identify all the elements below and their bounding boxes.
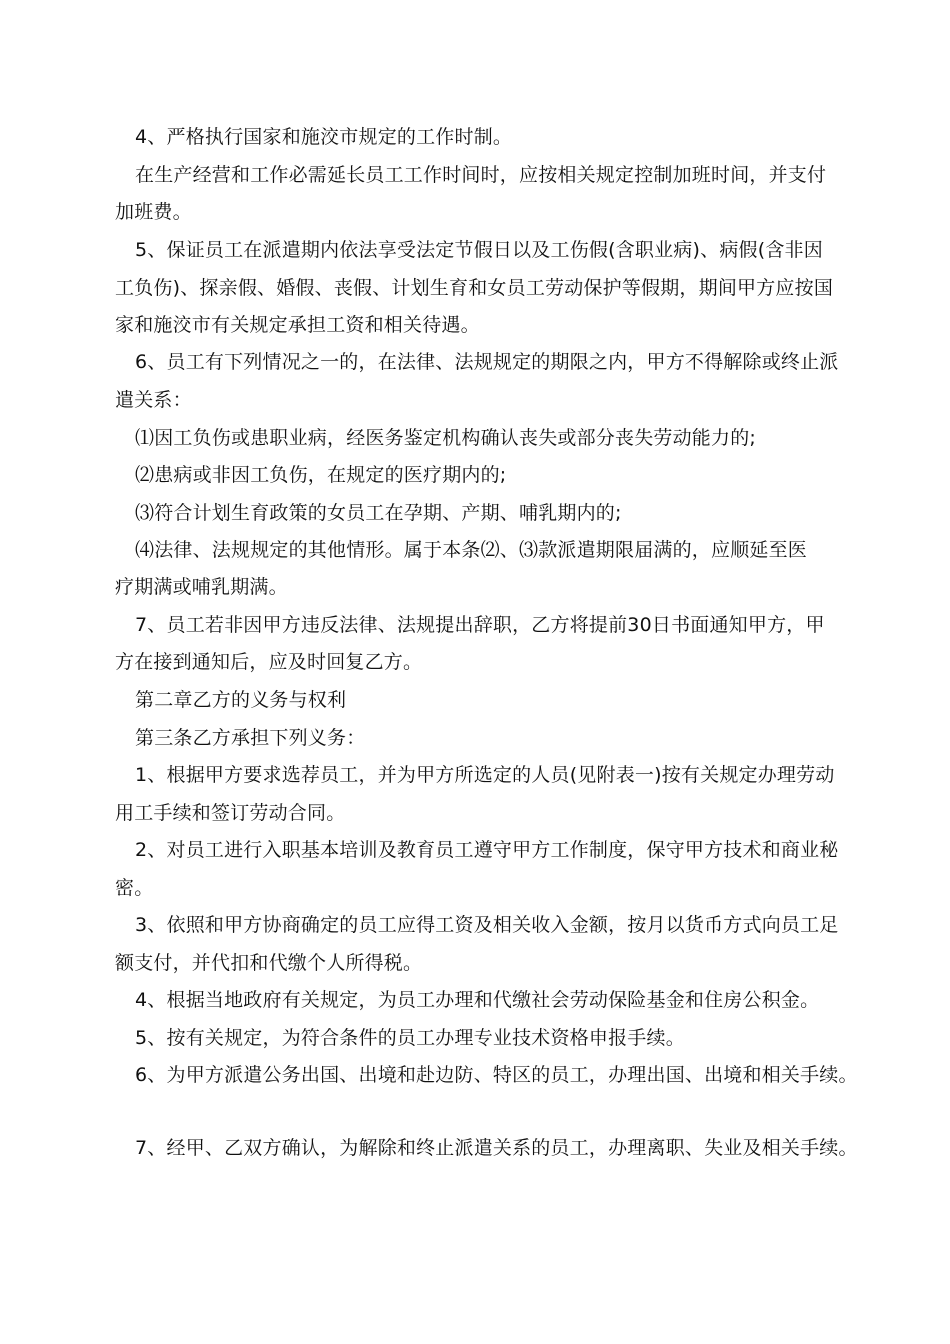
text-line: 7、经甲、乙双方确认，为解除和终止派遣关系的员工，办理离职、失业及相关手续。 (135, 1137, 858, 1159)
chapter-heading: 第二章乙方的义务与权利 (135, 689, 347, 711)
text-line: 疗期满或哺乳期满。 (115, 576, 288, 598)
text-line: 3、依照和甲方协商确定的员工应得工资及相关收入金额，按月以货币方式向员工足 (135, 914, 839, 936)
text-line: ⑷法律、法规规定的其他情形。属于本条⑵、⑶款派遣期限届满的，应顺延至医 (135, 539, 808, 561)
text-line: 方在接到通知后，应及时回复乙方。 (115, 651, 423, 673)
article-heading: 第三条乙方承担下列义务： (135, 727, 366, 749)
text-line: 额支付，并代扣和代缴个人所得税。 (115, 952, 423, 974)
text-line: 4、根据当地政府有关规定，为员工办理和代缴社会劳动保险基金和住房公积金。 (135, 989, 820, 1011)
text-line: ⑶符合计划生育政策的女员工在孕期、产期、哺乳期内的; (135, 502, 622, 524)
text-line: 在生产经营和工作必需延长员工工作时间时，应按相关规定控制加班时间，并支付 (135, 164, 827, 186)
text-line: 4、严格执行国家和施洨市规定的工作时制。 (135, 126, 513, 148)
text-line: 加班费。 (115, 201, 192, 223)
text-line: 6、为甲方派遣公务出国、出境和赴边防、特区的员工，办理出国、出境和相关手续。 (135, 1064, 858, 1086)
text-line: 2、对员工进行入职基本培训及教育员工遵守甲方工作制度，保守甲方技术和商业秘 (135, 839, 839, 861)
text-line: ⑴因工负伤或患职业病，经医务鉴定机构确认丧失或部分丧失劳动能力的; (135, 427, 757, 449)
text-line: ⑵患病或非因工负伤，在规定的医疗期内的; (135, 464, 507, 486)
text-line: 用工手续和签订劳动合同。 (115, 802, 346, 824)
text-line: 家和施洨市有关规定承担工资和相关待遇。 (115, 314, 480, 336)
text-line: 1、根据甲方要求选荐员工，并为甲方所选定的人员(见附表一)按有关规定办理劳动 (135, 764, 835, 786)
text-line: 7、员工若非因甲方违反法律、法规提出辞职，乙方将提前30日书面通知甲方，甲 (135, 614, 825, 636)
text-line: 工负伤)、探亲假、婚假、丧假、计划生育和女员工劳动保护等假期，期间甲方应按国 (115, 277, 834, 299)
text-line: 5、按有关规定，为符合条件的员工办理专业技术资格申报手续。 (135, 1027, 685, 1049)
text-line: 5、保证员工在派遣期内依法享受法定节假日以及工伤假(含职业病)、病假(含非因 (135, 239, 823, 261)
text-line: 6、员工有下列情况之一的，在法律、法规规定的期限之内，甲方不得解除或终止派 (135, 351, 839, 373)
text-line: 密。 (115, 877, 154, 899)
text-line: 遣关系： (115, 389, 192, 411)
